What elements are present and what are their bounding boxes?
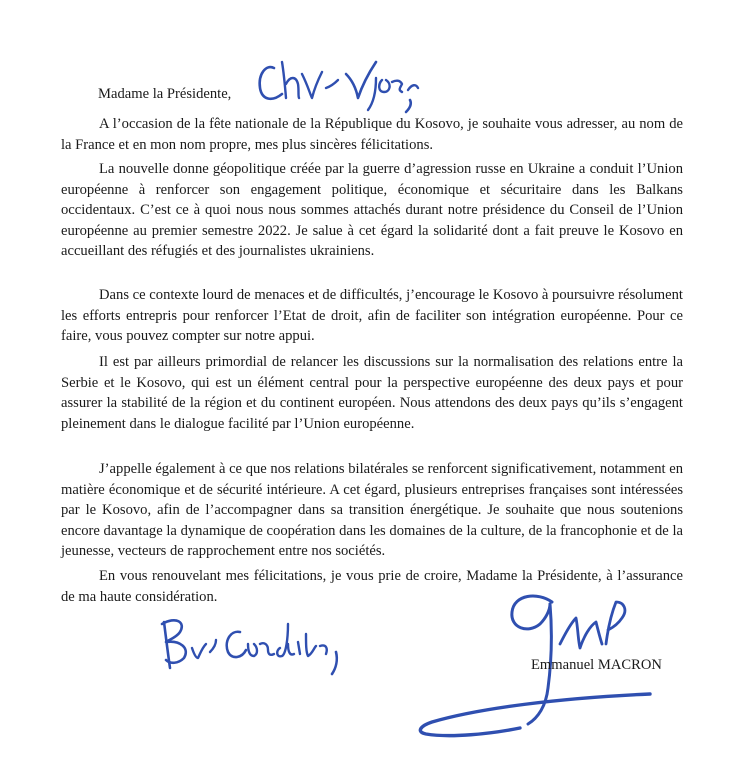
paragraph-4: Il est par ailleurs primordial de relancer les discussions sur la normalisation des relations entre la Serbie et le Kosovo, qui est un élément central pour la perspective européenne des deux pays et pour assurer la stabilité de la région et du continent européen. Nous attendons des deux pays qu’ils s’engagent pleinement dans le dialogue facilité par l’Union européenne. xyxy=(61,354,683,432)
paragraph-3: Dans ce contexte lourd de menaces et de difficultés, j’encourage le Kosovo à poursuivre résolument les efforts entrepris pour renforcer l’Etat de droit, afin de faciliter son intégration européenne. Pour ce faire, vous pouvez compter sur notre appui. xyxy=(61,287,683,344)
signer-name: Emmanuel MACRON xyxy=(531,657,662,673)
salutation: Madame la Présidente, xyxy=(98,86,232,102)
handwritten-greeting xyxy=(252,44,422,114)
paragraph-2: La nouvelle donne géopolitique créée par la guerre d’agression russe en Ukraine a conduit l’Union européenne à renforcer son engagement politique, économique et sécuritaire dans les Balkans occidentaux. C’est ce à quoi nous nous sommes attachés durant notre présidence du Conseil de l’Union européenne au premier semestre 2022. Je salue à cet égard la solidarité dont a fait preuve le Kosovo en accueillant des réfugiés et des journalistes ukrainiens. xyxy=(61,161,683,259)
paragraph-5: J’appelle également à ce que nos relations bilatérales se renforcent significativement, notamment en matière économique et de sécurité intérieure. A cet égard, plusieurs entreprises françaises sont intéressées par le Kosovo, afin de l’accompagner dans sa transition énergétique. Je souhaite que nous soutenions encore davantage la dynamique de coopération dans les domaines de la culture, de la francophonie et de la jeunesse, vecteurs de rapprochement entre nos sociétés. xyxy=(61,461,683,559)
paragraph-1: A l’occasion de la fête nationale de la République du Kosovo, je souhaite vous adresser, au nom de la France et en mon nom propre, mes plus sincères félicitations. xyxy=(61,116,683,153)
handwritten-closing xyxy=(150,608,350,678)
paragraph-6: En vous renouvelant mes félicitations, je vous prie de croire, Madame la Présidente, à l’assurance de ma haute considération. xyxy=(61,568,683,605)
